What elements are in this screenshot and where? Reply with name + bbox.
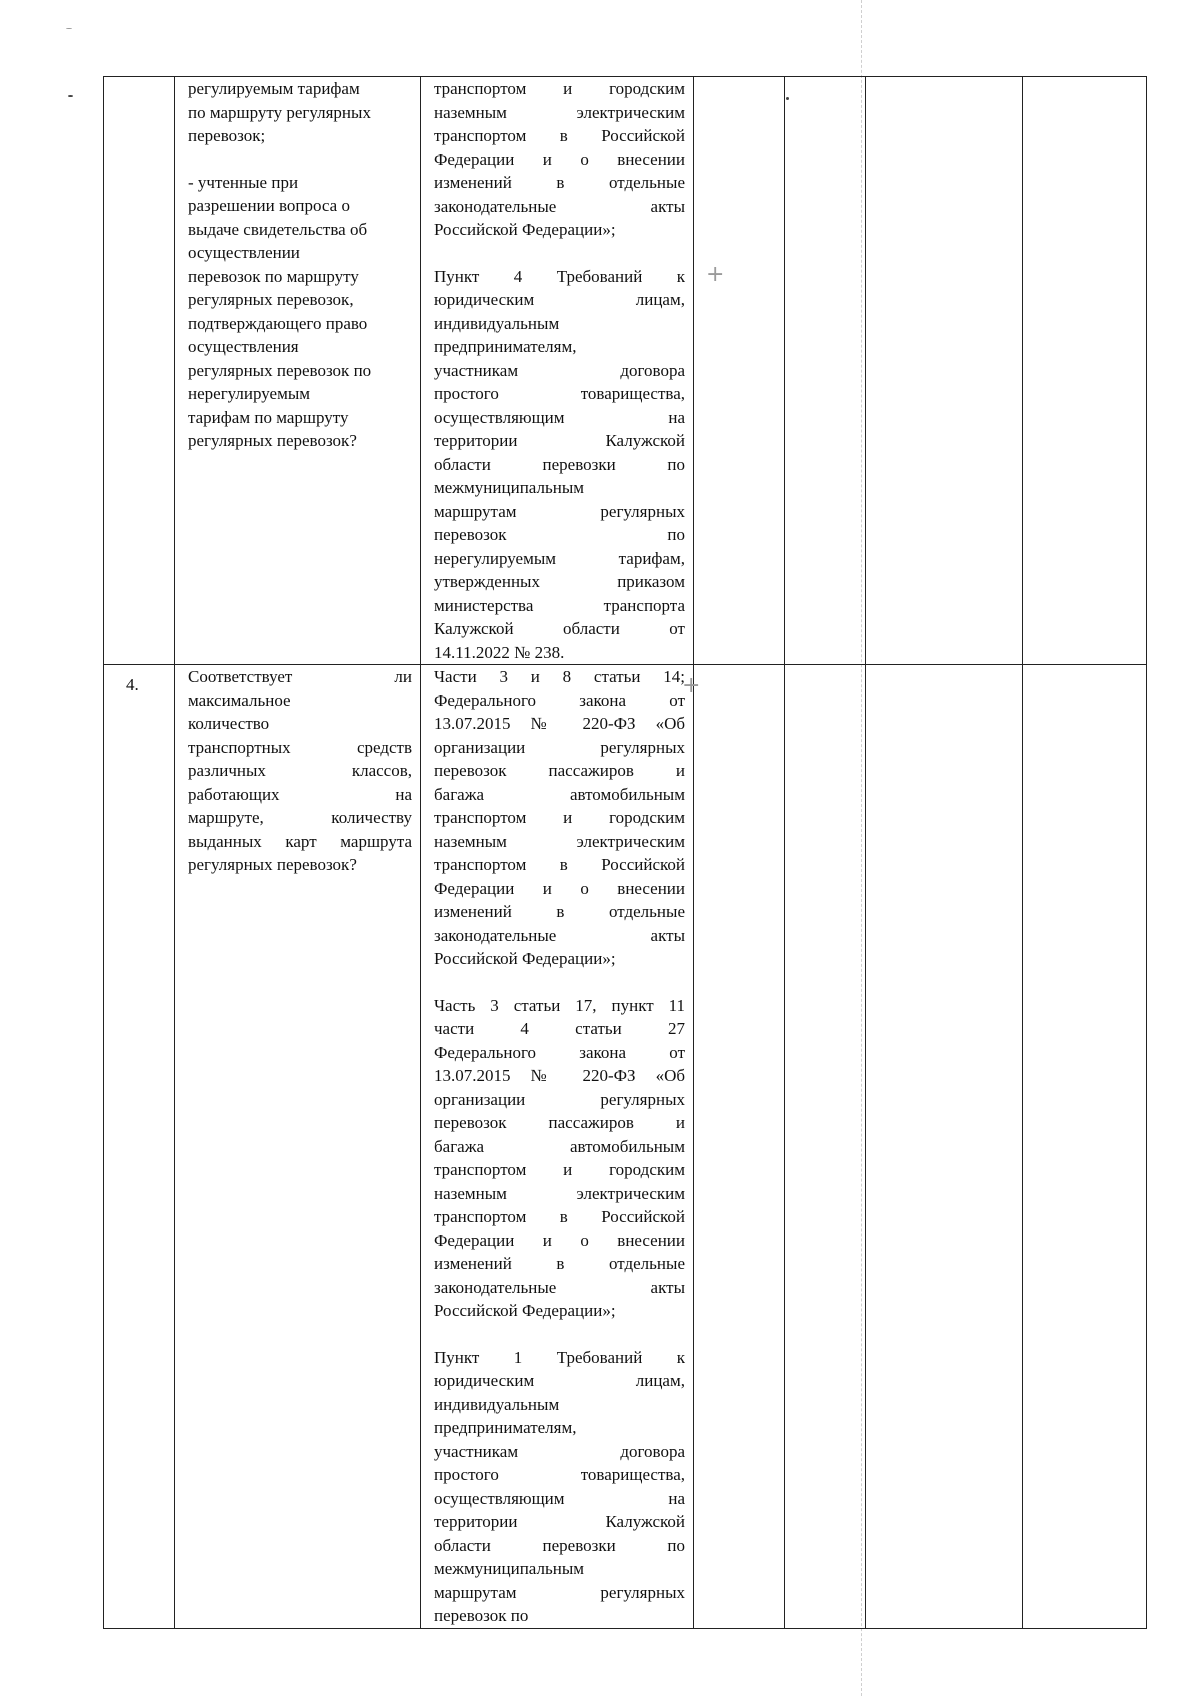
not-applicable-cell <box>866 665 1023 1629</box>
text-line: Федерации и о внесении <box>434 878 685 898</box>
question-text <box>175 77 420 453</box>
text-line: регулярных перевозок, <box>188 290 354 309</box>
text-line: организации регулярных <box>434 1089 685 1109</box>
text-line: Калужской области от <box>434 619 685 638</box>
text-line: работающих на <box>188 784 412 804</box>
paragraph-gap <box>188 148 412 171</box>
text-line: багажа автомобильным <box>434 1136 685 1156</box>
scan-speck <box>786 97 789 100</box>
text-line: тарифам по маршруту <box>188 407 349 427</box>
text-line: нерегулируемым тарифам, <box>434 548 685 568</box>
legal-basis-text <box>421 665 693 1628</box>
text-line: транспортом в Российской <box>434 855 685 874</box>
text-line: юридическим лицам, <box>434 290 685 309</box>
text-line: перевозок; <box>188 126 266 145</box>
text-line: транспортом в Российской <box>434 1207 685 1226</box>
text-line: индивидуальным <box>434 313 560 333</box>
text-line: количество <box>188 714 270 733</box>
text-line: индивидуальным <box>434 1394 560 1414</box>
text-line: утвержденных приказом <box>434 572 685 591</box>
text-line: предпринимателям, <box>434 1418 577 1437</box>
text-line: маршрутам регулярных <box>434 501 685 521</box>
text-line: выдаче свидетельства об <box>188 219 368 239</box>
question-text <box>175 665 420 877</box>
text-line: Российской Федерации»; <box>434 949 616 968</box>
text-line: части 4 статьи 27 <box>434 1019 685 1038</box>
note-cell <box>1023 665 1147 1629</box>
text-line: перевозок пассажиров и <box>434 1113 685 1132</box>
checklist-table <box>103 76 1147 1629</box>
row-number-cell <box>104 665 175 1629</box>
scan-speck <box>66 28 72 29</box>
text-line: области перевозки по <box>434 454 685 474</box>
text-line: Российской Федерации»; <box>434 220 616 239</box>
row-number-cell <box>104 77 175 665</box>
text-line: нерегулируемым <box>188 384 311 403</box>
text-line: выданных карт маршрута <box>188 831 412 851</box>
text-line: наземным электрическим <box>434 1183 685 1203</box>
text-line: осуществлении <box>188 243 300 262</box>
text-line: предпринимателям, <box>434 337 577 356</box>
text-line: регулируемым тарифам <box>188 79 360 98</box>
pencil-check-mark: + <box>682 673 701 698</box>
text-line: регулярных перевозок? <box>188 855 357 874</box>
legal-basis-cell <box>421 665 694 1629</box>
text-line: наземным электрическим <box>434 102 685 122</box>
paragraph-gap <box>434 1323 685 1346</box>
text-line: транспортом и городским <box>434 1160 685 1179</box>
text-line: регулярных перевозок по <box>188 360 372 380</box>
text-line: организации регулярных <box>434 737 685 757</box>
text-line: осуществляющим на <box>434 1488 685 1508</box>
question-cell <box>175 665 421 1629</box>
text-line: перевозок пассажиров и <box>434 761 685 780</box>
text-line: Федерации и о внесении <box>434 149 685 169</box>
text-line: Федерального закона от <box>434 690 685 710</box>
text-line: Российской Федерации»; <box>434 1301 616 1320</box>
text-line: министерства транспорта <box>434 595 685 615</box>
text-line: 14.11.2022 № 238. <box>434 642 565 662</box>
text-line: 13.07.2015 № 220-ФЗ «Об <box>434 1066 685 1085</box>
table-row-continuation <box>104 77 1147 665</box>
scan-speck <box>68 95 73 97</box>
note-cell <box>1023 77 1147 665</box>
pencil-check-mark: + <box>706 262 725 287</box>
text-line: - учтенные при <box>188 172 299 192</box>
question-cell <box>175 77 421 665</box>
paragraph-gap <box>434 242 685 265</box>
text-line: различных классов, <box>188 761 412 780</box>
text-line: транспортом в Российской <box>434 126 685 145</box>
text-line: законодательные акты <box>434 925 685 945</box>
text-line: перевозок по <box>434 1606 529 1625</box>
text-line: территории Калужской <box>434 431 685 450</box>
text-line: регулярных перевозок? <box>188 431 357 450</box>
answer-no-cell <box>785 77 866 665</box>
legal-basis-cell <box>421 77 694 665</box>
legal-basis-text <box>421 77 693 664</box>
answer-no-cell <box>785 665 866 1629</box>
text-line: осуществления <box>188 337 299 356</box>
text-line: межмуниципальным <box>434 1559 585 1578</box>
text-line: Соответствует ли <box>188 667 412 686</box>
text-line: простого товарищества, <box>434 1465 685 1484</box>
text-line: участникам договора <box>434 1441 685 1461</box>
text-line: наземным электрическим <box>434 831 685 851</box>
text-line: максимальное <box>188 690 291 710</box>
row-number: 4. <box>126 675 139 694</box>
text-line: подтверждающего право <box>188 313 368 333</box>
text-line: изменений в отдельные <box>434 1254 685 1273</box>
answer-yes-cell <box>694 77 785 665</box>
text-line: багажа автомобильным <box>434 784 685 804</box>
table-row-4 <box>104 665 1147 1629</box>
text-line: межмуниципальным <box>434 478 585 497</box>
text-line: изменений в отдельные <box>434 902 685 921</box>
text-line: области перевозки по <box>434 1535 685 1555</box>
text-line: 13.07.2015 № 220-ФЗ «Об <box>434 714 685 733</box>
text-line: участникам договора <box>434 360 685 380</box>
text-line: Пункт 4 Требований к <box>434 266 685 286</box>
text-line: перевозок по <box>434 525 685 544</box>
paragraph-gap <box>434 971 685 994</box>
text-line: Федерации и о внесении <box>434 1230 685 1250</box>
not-applicable-cell <box>866 77 1023 665</box>
text-line: Пункт 1 Требований к <box>434 1347 685 1367</box>
text-line: транспортом и городским <box>434 808 685 827</box>
text-line: перевозок по маршруту <box>188 266 359 286</box>
text-line: законодательные акты <box>434 196 685 216</box>
text-line: транспортных средств <box>188 737 412 757</box>
text-line: маршрутам регулярных <box>434 1582 685 1602</box>
text-line: законодательные акты <box>434 1277 685 1297</box>
text-line: Часть 3 статьи 17, пункт 11 <box>434 995 685 1015</box>
text-line: разрешении вопроса о <box>188 196 350 215</box>
text-line: изменений в отдельные <box>434 173 685 192</box>
text-line: юридическим лицам, <box>434 1371 685 1390</box>
text-line: маршруте, количеству <box>188 808 412 827</box>
text-line: транспортом и городским <box>434 79 685 98</box>
text-line: по маршруту регулярных <box>188 102 371 122</box>
text-line: осуществляющим на <box>434 407 685 427</box>
text-line: Федерального закона от <box>434 1042 685 1062</box>
text-line: Части 3 и 8 статьи 14; <box>434 667 685 686</box>
answer-yes-cell <box>694 665 785 1629</box>
text-line: территории Калужской <box>434 1512 685 1531</box>
text-line: простого товарищества, <box>434 384 685 403</box>
